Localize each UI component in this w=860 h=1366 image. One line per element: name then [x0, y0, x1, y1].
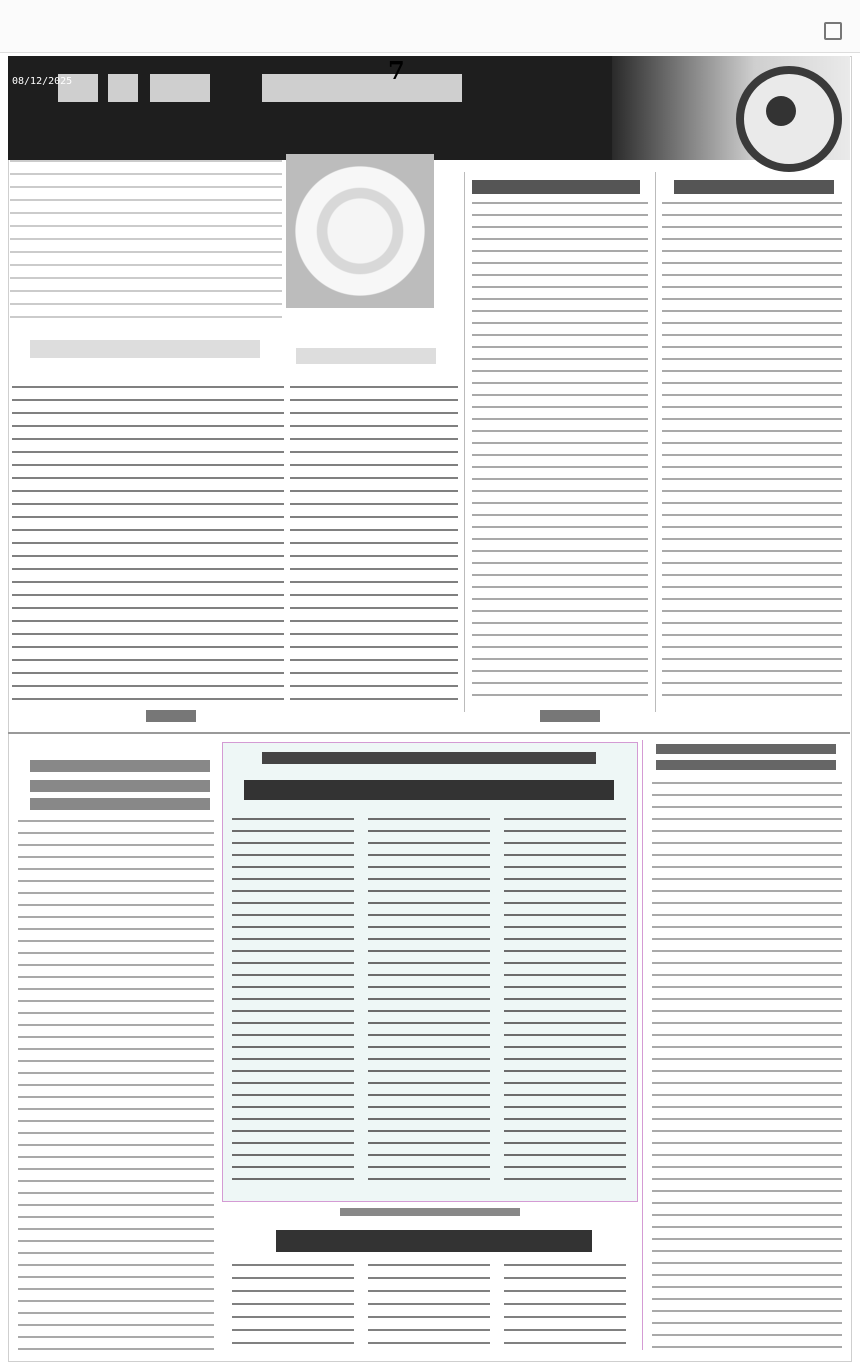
menu-icon[interactable]	[824, 22, 842, 40]
boxed-headline-block	[244, 780, 614, 800]
boxed-column-1	[232, 818, 354, 1190]
bottom-column-2	[368, 1264, 490, 1354]
bottom-kicker-block	[340, 1208, 520, 1216]
column-text	[662, 202, 842, 702]
main-headline-text	[10, 160, 282, 320]
main-story-body-right	[290, 386, 458, 704]
right-headline-block	[656, 744, 836, 754]
boxed-column-3	[504, 818, 626, 1190]
bottom-headline-block	[276, 1230, 592, 1252]
left-headline-block	[30, 798, 210, 810]
left-headline-block	[30, 760, 210, 772]
masthead-letter	[108, 74, 138, 102]
right-column-divider	[642, 740, 643, 1350]
column-divider	[655, 172, 656, 712]
boxed-kicker-block	[262, 752, 596, 764]
main-story-image	[286, 154, 434, 308]
bottom-column-3	[504, 1264, 626, 1354]
masthead-letter	[150, 74, 210, 102]
emblem-center	[766, 96, 796, 126]
left-headline-block	[30, 780, 210, 792]
left-column-text	[18, 820, 214, 1350]
right-headline-block	[656, 760, 836, 770]
bottom-column-1	[232, 1264, 354, 1354]
section-divider	[8, 732, 850, 734]
issue-date: 08/12/2025	[12, 76, 73, 87]
boxed-column-2	[368, 818, 490, 1190]
masthead-title-block	[262, 74, 462, 102]
column-heading	[674, 180, 834, 194]
column-text	[472, 202, 648, 702]
right-kicker-block	[296, 348, 436, 364]
right-column-text	[652, 782, 842, 1350]
page-number: 7	[388, 56, 405, 85]
main-story-body-left	[12, 386, 284, 704]
byline	[540, 710, 600, 722]
column-divider	[464, 172, 465, 712]
byline	[146, 710, 196, 722]
left-kicker-block	[30, 340, 260, 358]
column-heading	[472, 180, 640, 194]
top-bar	[0, 0, 860, 53]
